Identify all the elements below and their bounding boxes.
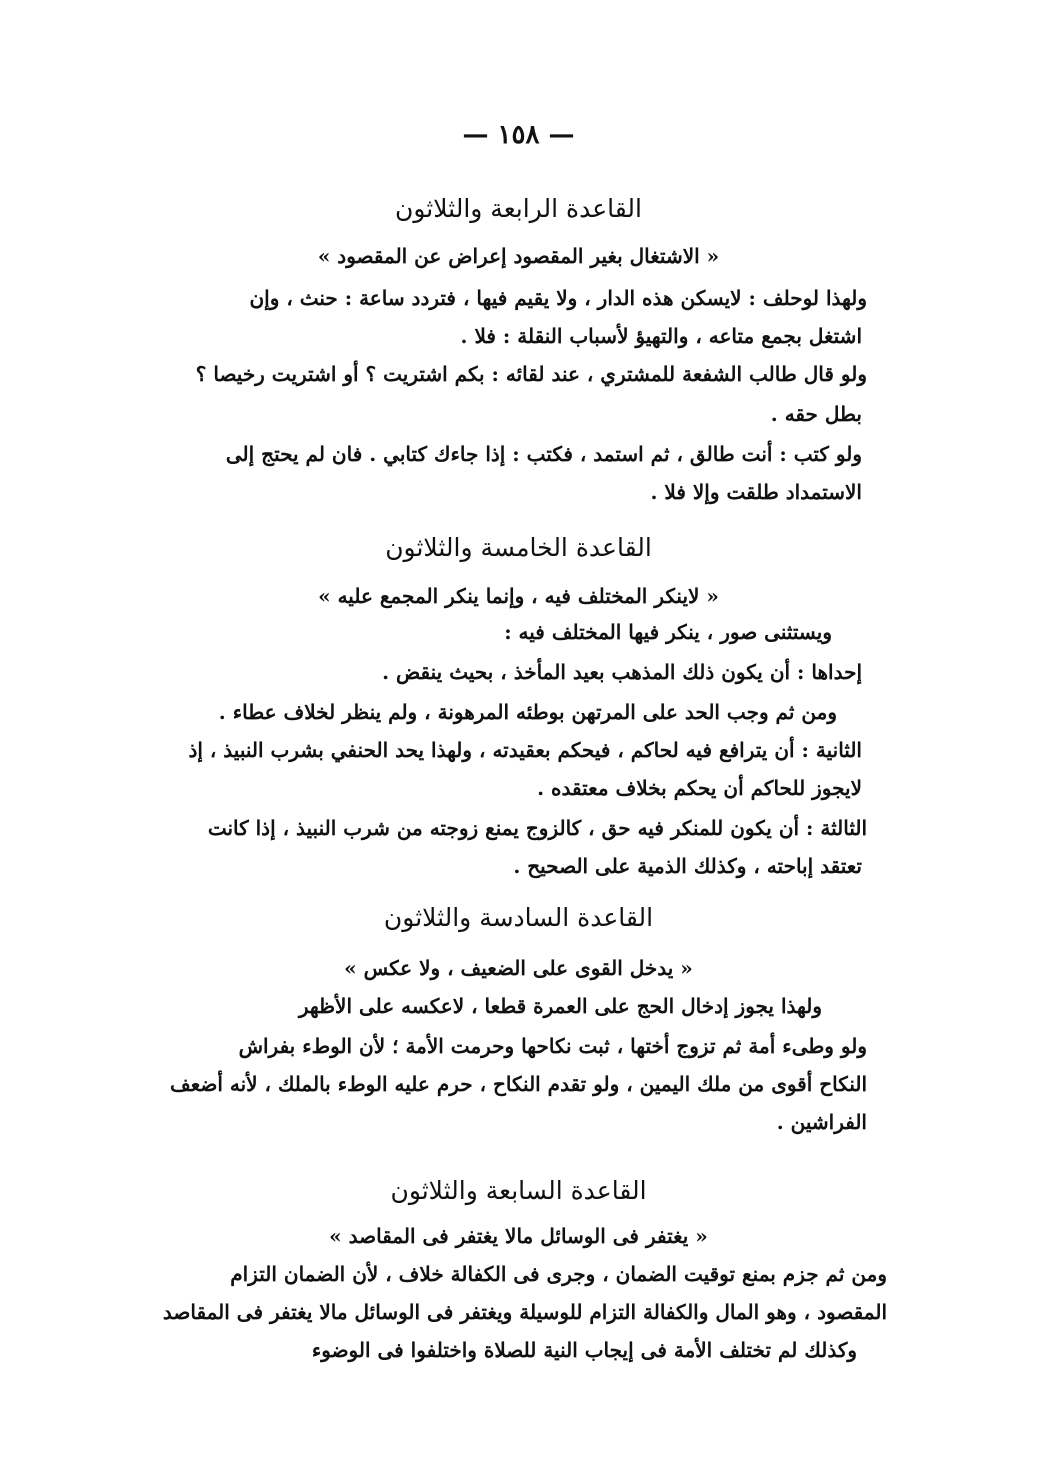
- paragraph-line: المقصود ، وهو المال والكفالة التزام للوسيلة ويغتفر فى الوسائل مالا يغتفر فى المقاصد: [162, 1300, 887, 1324]
- section-heading: القاعدة الخامسة والثلاثون: [385, 533, 652, 562]
- paragraph-line: إحداها : أن يكون ذلك المذهب بعيد المأخذ ، بحيث ينقض .: [382, 660, 862, 684]
- section-heading: القاعدة الرابعة والثلاثون: [395, 194, 642, 223]
- paragraph-line: ولو كتب : أنت طالق ، ثم استمد ، فكتب : إذا جاءك كتابي . فان لم يحتج إلى: [225, 442, 862, 466]
- paragraph-line: تعتقد إباحته ، وكذلك الذمية على الصحيح .: [513, 854, 862, 878]
- paragraph-line: الثانية : أن يترافع فيه لحاكم ، فيحكم بعقيدته ، ولهذا يحد الحنفي بشرب النبيذ ، إذ: [188, 738, 862, 762]
- paragraph-line: ويستثنى صور ، ينكر فيها المختلف فيه :: [504, 620, 832, 644]
- section-heading: القاعدة السابعة والثلاثون: [390, 1176, 647, 1205]
- paragraph-line: ولو وطىء أمة ثم تزوج أختها ، ثبت نكاحها وحرمت الأمة ؛ لأن الوطء بفراش: [238, 1034, 867, 1058]
- paragraph-line: ومن ثم وجب الحد على المرتهن بوطئه المرهونة ، ولم ينظر لخلاف عطاء .: [218, 700, 837, 724]
- paragraph-line: الثالثة : أن يكون للمنكر فيه حق ، كالزوج يمنع زوجته من شرب النبيذ ، إذا كانت: [207, 816, 867, 840]
- paragraph-line: الاستمداد طلقت وإلا فلا .: [650, 480, 862, 504]
- paragraph-line: ولو قال طالب الشفعة للمشتري ، عند لقائه : بكم اشتريت ؟ أو اشتريت رخيصا ؟: [195, 362, 867, 386]
- paragraph-line: اشتغل بجمع متاعه ، والتهيؤ لأسباب النقلة : فلا .: [460, 324, 862, 348]
- section-rule: « الاشتغال بغير المقصود إعراض عن المقصود »: [317, 244, 720, 268]
- paragraph-line: بطل حقه .: [770, 402, 862, 426]
- paragraph-line: لايجوز للحاكم أن يحكم بخلاف معتقده .: [537, 776, 862, 800]
- section-rule: « لاينكر المختلف فيه ، وإنما ينكر المجمع عليه »: [318, 584, 719, 608]
- paragraph-line: وكذلك لم تختلف الأمة فى إيجاب النية للصلاة واختلفوا فى الوضوء: [311, 1338, 857, 1362]
- paragraph-line: ومن ثم جزم بمنع توقيت الضمان ، وجرى فى الكفالة خلاف ، لأن الضمان التزام: [230, 1262, 887, 1286]
- section-rule: « يدخل القوى على الضعيف ، ولا عكس »: [344, 956, 693, 980]
- paragraph-line: الفراشين .: [776, 1110, 867, 1134]
- page-number: — ١٥٨ —: [462, 120, 575, 150]
- paragraph-line: النكاح أقوى من ملك اليمين ، ولو تقدم النكاح ، حرم عليه الوطء بالملك ، لأنه أضعف: [170, 1072, 867, 1096]
- paragraph-line: ولهذا يجوز إدخال الحج على العمرة قطعا ، لاعكسه على الأظهر: [298, 994, 822, 1018]
- section-heading: القاعدة السادسة والثلاثون: [383, 903, 654, 932]
- paragraph-line: ولهذا لوحلف : لايسكن هذه الدار ، ولا يقيم فيها ، فتردد ساعة : حنث ، وإن: [249, 286, 867, 310]
- section-rule: « يغتفر فى الوسائل مالا يغتفر فى المقاصد »: [329, 1224, 708, 1248]
